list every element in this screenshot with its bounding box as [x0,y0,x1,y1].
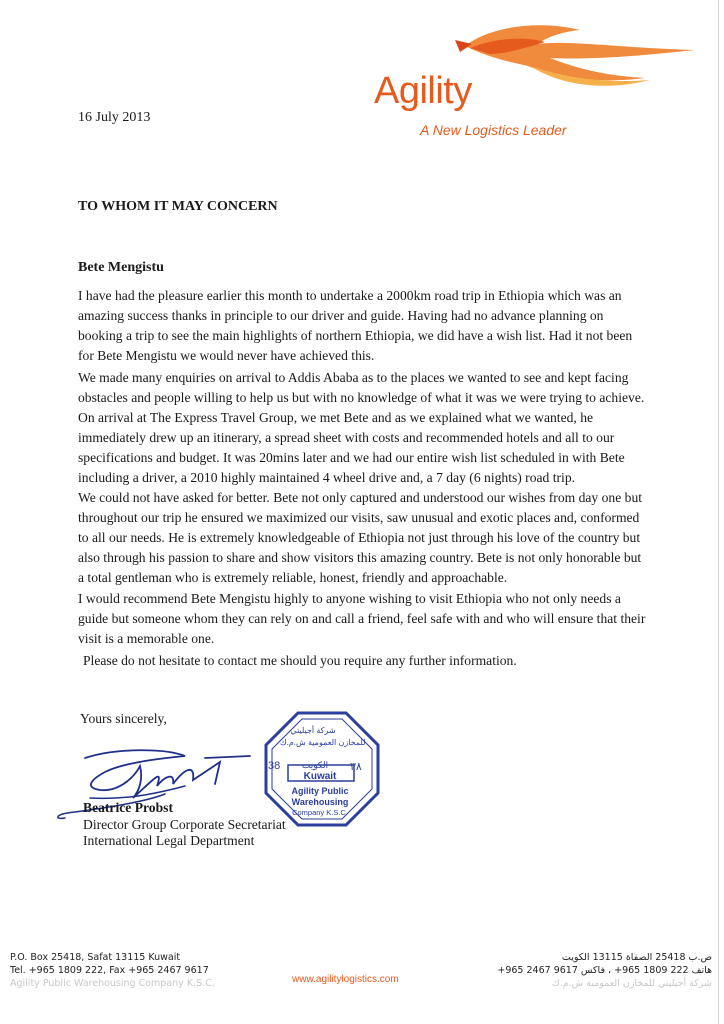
logo-tagline: A New Logistics Leader [420,122,567,138]
body-paragraph: We made many enquiries on arrival to Addis Ababa as to the places we wanted to see and kept facing obstacles and people willing to help us but with no knowledge of what it was we were trying to achieve. On arrival at The Express Travel Group, we met Bete and as we explained what we wanted, he immediately drew up an itinerary, a spread sheet with costs and recommended hotels and all to our specifications and budget. It was 20mins later and we had our entire wish list scheduled in with Bete including a driver, a 2010 highly maintained 4 wheel drive and, a 7 day (6 nights) road trip. [78,370,645,485]
signer-name: Beatrice Probst [83,800,173,815]
stamp-arabic-city: الكويت [301,760,329,770]
phoenix-logo-icon [450,18,700,93]
footer-address-arabic [480,951,712,990]
footer-arabic-company-line: شركة أجيليتي للمخازن العمومية ش.م.ك [551,978,712,989]
stamp-company-line: Company K.S.C. [292,808,348,817]
stamp-city: Kuwait [303,771,337,782]
footer-address-line: P.O. Box 25418, Safat 13115 Kuwait [10,952,181,963]
signer-block [83,800,286,850]
letter-date: 16 July 2013 [78,110,151,125]
stamp-arabic-subname: للمخازن العمومية ش.م.ك [280,738,366,747]
signer-title: Director Group Corporate Secretariat [83,816,286,832]
footer-address [10,951,215,990]
signer-department: International Legal Department [83,833,255,848]
stamp-number: 38 [268,760,281,772]
page-edge-divider [718,0,719,1024]
body-paragraph: We could not have asked for better. Bete not only captured and understood our wishes from day one but throughout our trip he ensured we maximized our visits, saw unusual and exotic places and, conformed to all our needs. He is extremely knowledgeable of Ethiopia not just through his love of the country but also through his passion to share and show visitors this amazing country. Bete is not only honorable but a total gentleman who is extremely reliable, honest, friendly and approachable. [78,490,643,585]
stamp-company-line: Warehousing [291,797,349,807]
footer-phone-line: Tel. +965 1809 222, Fax +965 2467 9617 [10,965,209,976]
footer-website-link[interactable]: www.agilitylogistics.com [292,974,399,985]
letter-salutation: TO WHOM IT MAY CONCERN [78,199,278,214]
footer-arabic-phone-line: هاتف 222 1809 965+ ، فاكس 9617 2467 965+ [497,965,712,976]
body-paragraph: Please do not hesitate to contact me should you require any further information. [83,653,517,668]
letter-subject: Bete Mengistu [78,260,164,275]
footer-arabic-address-line: ص.ب 25418 الصفاة 13115 الكويت [561,952,712,963]
logo-wordmark: Agility [374,70,472,112]
letter-closing: Yours sincerely, [80,711,167,726]
stamp-number-arabic: ٣٨ [350,761,362,773]
footer-company-line: Agility Public Warehousing Company K.S.C. [10,978,215,989]
body-paragraph: I have had the pleasure earlier this month to undertake a 2000km road trip in Ethiopia which was an amazing success thanks in principle to our driver and guide. Having had no advance planning on booking a trip to see the main highlights of northern Ethiopia, we did have a wish list. Had it not been for Bete Mengistu we would never have achieved this. [78,288,633,363]
stamp-arabic-name: شركة أجيليتي [290,726,336,735]
stamp-company-line: Agility Public [291,786,349,796]
company-logo [370,18,700,138]
body-paragraph: I would recommend Bete Mengistu highly to anyone wishing to visit Ethiopia who not only needs a guide but someone whom they can rely on and call a friend, feel safe with and who will ensure that their visit is a memorable one. [78,591,646,646]
